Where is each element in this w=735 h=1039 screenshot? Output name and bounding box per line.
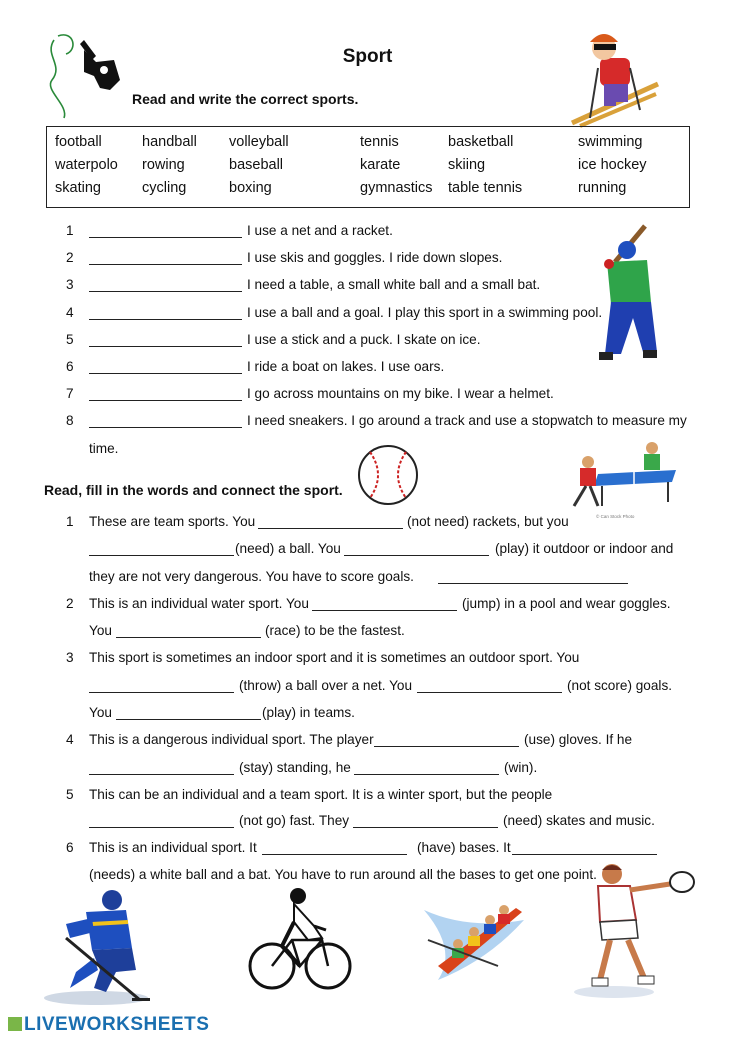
word-bank-item: volleyball xyxy=(229,134,289,150)
exercise-text: (throw) a ball over a net. You xyxy=(239,678,413,693)
item-number: 1 xyxy=(66,514,74,529)
exercise-text: You xyxy=(89,705,112,720)
fill-in-blank[interactable] xyxy=(89,681,234,693)
exercise-text: they are not very dangerous. You have to score goals. xyxy=(89,569,414,584)
word-bank-item: cycling xyxy=(142,180,187,196)
item-text: I go across mountains on my bike. I wear a helmet. xyxy=(247,386,554,402)
item-number: 8 xyxy=(66,413,74,429)
word-bank-item: rowing xyxy=(142,157,185,173)
exercise-text: You xyxy=(89,623,112,638)
answer-blank[interactable] xyxy=(89,416,242,428)
baseball-batter-icon xyxy=(585,222,675,367)
ice-hockey-player-icon xyxy=(36,888,156,1008)
skier-icon xyxy=(570,28,660,128)
item-number: 7 xyxy=(66,386,74,402)
exercise-text: (need) a ball. You xyxy=(235,541,341,556)
item-number: 2 xyxy=(66,250,74,266)
exercise-text: (not score) goals. xyxy=(567,678,673,693)
exercise-text: (need) skates and music. xyxy=(503,813,655,828)
item-text: I use a net and a racket. xyxy=(247,223,393,238)
word-bank-item: ice hockey xyxy=(578,157,647,173)
item-number: 4 xyxy=(66,304,74,320)
word-bank-item: swimming xyxy=(578,134,643,150)
item-number: 6 xyxy=(66,840,74,855)
exercise-text: This is an individual sport. It xyxy=(89,840,257,855)
exercise-text: (play) in teams. xyxy=(262,705,355,720)
item-number: 2 xyxy=(66,596,74,611)
answer-blank[interactable] xyxy=(89,389,242,401)
fill-in-blank[interactable] xyxy=(512,843,657,855)
cyclist-icon xyxy=(242,886,352,996)
exercise-text: (win). xyxy=(504,760,538,775)
baseball-ball-icon xyxy=(356,444,420,506)
word-bank-item: football xyxy=(55,134,102,150)
fill-in-blank[interactable] xyxy=(262,843,407,855)
item-text: I need a table, a small white ball and a small bat. xyxy=(247,277,541,293)
item-text: I need sneakers. I go around a track and use a stopwatch to measure my xyxy=(247,413,687,429)
word-bank-item: tennis xyxy=(360,134,399,150)
answer-blank[interactable] xyxy=(89,280,242,292)
item-number: 5 xyxy=(66,331,74,347)
exercise-text: (stay) standing, he xyxy=(239,760,351,775)
fill-in-blank[interactable] xyxy=(89,763,234,775)
answer-blank[interactable] xyxy=(89,308,242,320)
exercise-text: (needs) a white ball and a bat. You have to run around all the bases to get one point. xyxy=(89,867,597,882)
answer-blank[interactable] xyxy=(89,253,242,265)
word-bank-item: table tennis xyxy=(448,180,523,196)
logo-mark-icon xyxy=(8,1017,22,1031)
table-tennis-icon xyxy=(568,440,680,520)
exercise-text: (have) bases. It xyxy=(417,840,511,855)
fill-in-blank[interactable] xyxy=(344,544,489,556)
exercise-text: This is an individual water sport. You xyxy=(89,596,309,611)
fill-in-blank[interactable] xyxy=(353,816,498,828)
word-bank-item: boxing xyxy=(229,180,272,196)
page-title: Sport xyxy=(342,46,393,67)
fill-in-blank[interactable] xyxy=(258,517,403,529)
exercise-text: This sport is sometimes an indoor sport and it is sometimes an outdoor sport. You xyxy=(89,650,580,665)
image-credit: © Can Stock Photo xyxy=(596,514,635,519)
fill-in-blank[interactable] xyxy=(89,816,234,828)
item-text: I use skis and goggles. I ride down slopes. xyxy=(247,250,503,266)
word-bank-item: running xyxy=(578,180,627,196)
item-text: I use a stick and a puck. I skate on ice. xyxy=(247,331,481,347)
item-number: 6 xyxy=(66,359,74,374)
section1-instruction: Read and write the correct sports. xyxy=(132,91,359,107)
fill-in-blank[interactable] xyxy=(417,681,562,693)
fill-in-blank[interactable] xyxy=(354,763,499,775)
word-bank-item: karate xyxy=(360,157,401,173)
word-bank-item: waterpolo xyxy=(55,157,118,173)
section2-instruction: Read, fill in the words and connect the sport. xyxy=(44,482,343,498)
exercise-text: (not go) fast. They xyxy=(239,813,350,828)
item-number: 5 xyxy=(66,787,74,802)
item-number: 1 xyxy=(66,223,74,238)
word-bank-item: skating xyxy=(55,180,101,196)
exercise-text: This can be an individual and a team sport. It is a winter sport, but the people xyxy=(89,787,553,802)
liveworksheets-logo[interactable] xyxy=(8,1014,209,1036)
fill-in-blank[interactable] xyxy=(89,544,234,556)
fill-in-blank[interactable] xyxy=(374,735,519,747)
answer-blank[interactable] xyxy=(89,226,242,238)
item-number: 3 xyxy=(66,650,74,665)
fill-in-blank[interactable] xyxy=(312,599,457,611)
exercise-text: (not need) rackets, but you xyxy=(407,514,569,529)
exercise-text: These are team sports. You xyxy=(89,514,256,529)
word-bank-item: baseball xyxy=(229,157,284,173)
item-text: I ride a boat on lakes. I use oars. xyxy=(247,359,445,374)
exercise-text: This is a dangerous individual sport. The player xyxy=(89,732,374,747)
word-bank-item: basketball xyxy=(448,134,514,150)
word-bank-item: skiing xyxy=(448,157,486,173)
exercise-text: (play) it outdoor or indoor and xyxy=(495,541,674,556)
item-number: 4 xyxy=(66,732,74,747)
item-text-continuation: time. xyxy=(89,440,119,456)
logo-text: LIVEWORKSHEETS xyxy=(24,1014,210,1035)
fill-in-blank[interactable] xyxy=(116,708,261,720)
fill-in-blank[interactable] xyxy=(116,626,261,638)
word-bank-item: handball xyxy=(142,134,197,150)
exercise-text: (race) to be the fastest. xyxy=(265,623,405,638)
fill-in-blank[interactable] xyxy=(438,572,628,584)
item-number: 3 xyxy=(66,277,74,293)
word-bank xyxy=(46,126,690,208)
answer-blank[interactable] xyxy=(89,362,242,374)
rhythmic-gymnast-icon xyxy=(44,30,124,120)
exercise-text: (use) gloves. If he xyxy=(524,732,633,747)
rowing-team-icon xyxy=(418,890,530,990)
exercise-text: (jump) in a pool and wear goggles. xyxy=(462,596,671,611)
item-text: I use a ball and a goal. I play this sport in a swimming pool. xyxy=(247,304,603,320)
answer-blank[interactable] xyxy=(89,335,242,347)
tennis-player-icon xyxy=(570,860,700,1000)
word-bank-item: gymnastics xyxy=(360,180,433,196)
